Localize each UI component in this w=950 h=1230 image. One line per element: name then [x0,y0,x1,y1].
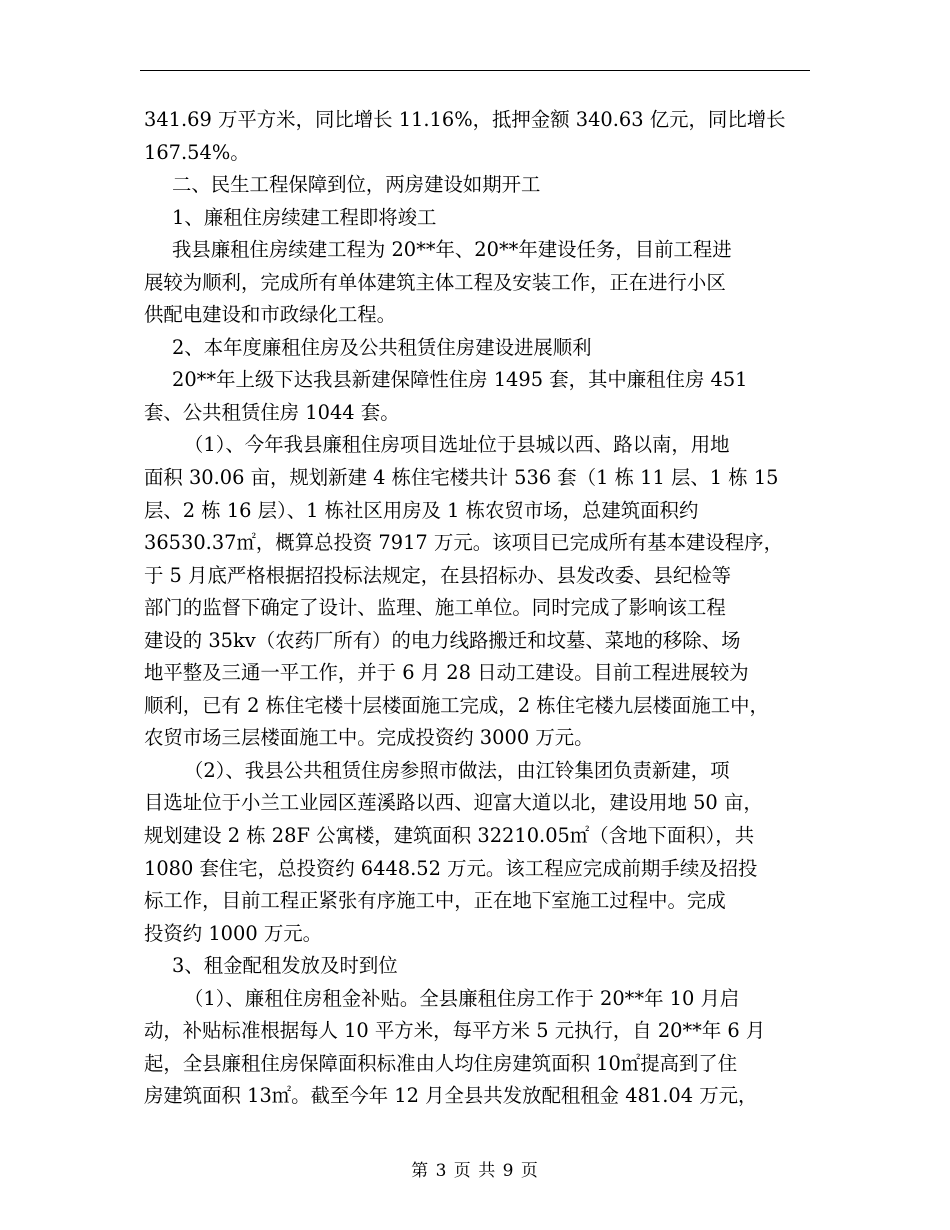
paragraph [144,983,810,1113]
text-line: 地平整及三通一平工作，并于 6 月 28 日动工建设。目前工程进展较为 [144,661,749,685]
text-line: 面积 30.06 亩，规划新建 4 栋住宅楼共计 536 套（1 栋 11 层、1 栋 15 [144,466,779,490]
paragraph [144,104,810,169]
page-footer: 第 3 页 共 9 页 [411,1161,539,1181]
document-body [144,104,810,1113]
text-line: 3、租金配租发放及时到位 [172,954,398,978]
paragraph [144,169,810,202]
text-line: 层、2 栋 16 层）、1 栋社区用房及 1 栋农贸市场，总建筑面积约 [144,498,699,522]
paragraph [144,755,810,950]
text-line: 167.54%。 [144,140,250,164]
text-line: 套、公共租赁住房 1044 套。 [144,400,400,424]
text-line: 展较为顺利，完成所有单体建筑主体工程及安装工作，正在进行小区 [144,270,726,294]
paragraph [144,429,810,754]
text-line: 目选址位于小兰工业园区莲溪路以西、迎富大道以北，建设用地 50 亩， [144,791,763,815]
text-line: 投资约 1000 万元。 [144,921,323,945]
text-line: 20**年上级下达我县新建保障性住房 1495 套，其中廉租住房 451 [172,368,748,392]
paragraph [144,234,810,332]
text-line: 农贸市场三层楼面施工中。完成投资约 3000 万元。 [144,726,594,750]
paragraph [144,364,810,429]
text-line: 我县廉租住房续建工程为 20**年、20**年建设任务，目前工程进 [172,238,732,262]
text-line: 341.69 万平方米，同比增长 11.16%，抵押金额 340.63 亿元，同比增长 [144,108,786,131]
paragraph [144,202,810,235]
text-line: 供配电建设和市政绿化工程。 [144,303,397,327]
header-rule [140,70,810,71]
text-line: 部门的监督下确定了设计、监理、施工单位。同时完成了影响该工程 [144,596,726,620]
text-line: 起，全县廉租住房保障面积标准由人均住房建筑面积 10㎡提高到了住 [144,1051,738,1075]
paragraph [144,332,810,365]
text-line: 1080 套住宅，总投资约 6448.52 万元。该工程应完成前期手续及招投 [144,856,758,880]
text-line: （1）、廉租住房租金补贴。全县廉租住房工作于 20**年 10 月启 [184,986,740,1010]
text-line: 1、廉租住房续建工程即将竣工 [172,205,437,229]
text-line: （1）、今年我县廉租住房项目选址位于县城以西、路以南，用地 [184,433,730,457]
text-line: 顺利，已有 2 栋住宅楼十层楼面施工完成，2 栋住宅楼九层楼面施工中， [144,693,769,717]
text-line: 房建筑面积 13㎡。截至今年 12 月全县共发放配租租金 481.04 万元， [144,1084,758,1108]
text-line: 动，补贴标准根据每人 10 平方米，每平方米 5 元执行，自 20**年 6 月 [144,1019,766,1043]
text-line: 建设的 35kv（农药厂所有）的电力线路搬迁和坟墓、菜地的移除、场 [144,628,741,652]
text-line: 规划建设 2 栋 28F 公寓楼，建筑面积 32210.05㎡（含地下面积），共 [144,824,755,848]
text-line: 二、民生工程保障到位，两房建设如期开工 [172,173,541,197]
text-line: （2）、我县公共租赁住房参照市做法，由江铃集团负责新建，项 [184,758,730,782]
paragraph [144,950,810,983]
text-line: 于 5 月底严格根据招投标法规定，在县招标办、县发改委、县纪检等 [144,563,731,587]
text-line: 2、本年度廉租住房及公共租赁住房建设进展顺利 [172,335,592,359]
text-line: 36530.37㎡，概算总投资 7917 万元。该项目已完成所有基本建设程序， [144,531,783,555]
text-line: 标工作，目前工程正紧张有序施工中，正在地下室施工过程中。完成 [144,889,726,913]
